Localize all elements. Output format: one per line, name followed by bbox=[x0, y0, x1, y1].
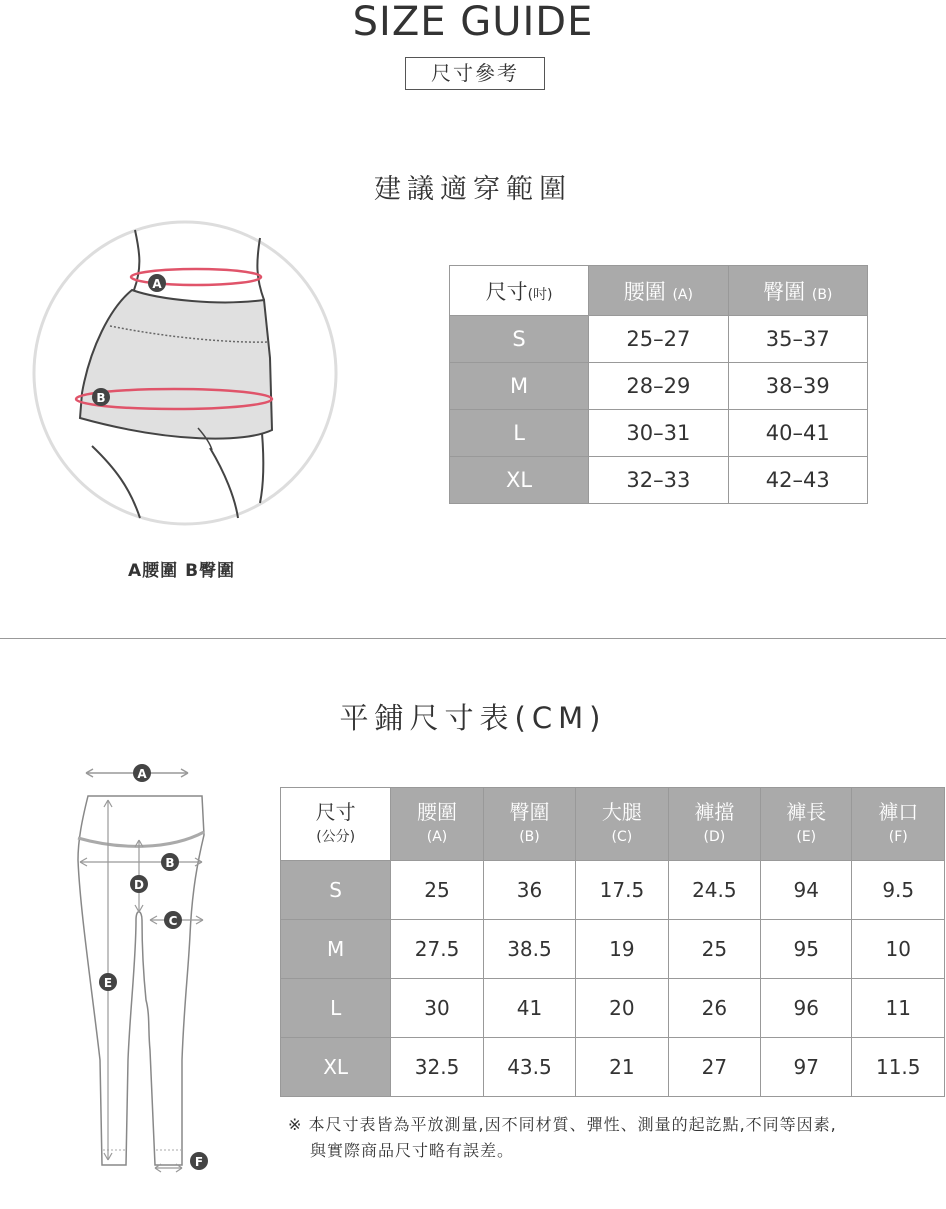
value-cell: 38.5 bbox=[483, 920, 575, 979]
size-cell: M bbox=[281, 920, 391, 979]
size-cell: L bbox=[450, 410, 589, 457]
footnote-line-1: ※ 本尺寸表皆為平放測量,因不同材質、彈性、測量的起訖點,不同等因素, bbox=[288, 1115, 837, 1134]
table-row bbox=[450, 363, 868, 410]
body-illustration bbox=[30, 218, 340, 528]
value-cell: 41 bbox=[483, 979, 575, 1038]
value-cell: 42–43 bbox=[728, 457, 867, 504]
value-cell: 32.5 bbox=[391, 1038, 483, 1097]
value-cell: 20 bbox=[576, 979, 668, 1038]
flat-header-rise: 褲擋 (D) bbox=[668, 788, 760, 861]
table-row bbox=[281, 1038, 945, 1097]
leg-label-a: A bbox=[137, 767, 147, 781]
flat-header-waist: 腰圍 (A) bbox=[391, 788, 483, 861]
value-cell: 27 bbox=[668, 1038, 760, 1097]
marker-a-label: A bbox=[152, 277, 162, 291]
leg-label-f: F bbox=[194, 1155, 204, 1169]
marker-b-label: B bbox=[96, 391, 106, 405]
flat-table bbox=[280, 787, 945, 1097]
value-cell: 9.5 bbox=[852, 861, 945, 920]
value-cell: 43.5 bbox=[483, 1038, 575, 1097]
value-cell: 94 bbox=[761, 861, 852, 920]
flat-header-size: 尺寸 (公分) bbox=[281, 788, 391, 861]
value-cell: 19 bbox=[576, 920, 668, 979]
size-cell: XL bbox=[450, 457, 589, 504]
leg-label-d: D bbox=[134, 878, 144, 892]
leggings-illustration bbox=[70, 760, 220, 1180]
page-subtitle: 尺寸參考 bbox=[405, 57, 545, 90]
table-row bbox=[281, 920, 945, 979]
size-cell: S bbox=[281, 861, 391, 920]
page-title: SIZE GUIDE bbox=[352, 0, 594, 45]
flat-header-length: 褲長 (E) bbox=[761, 788, 852, 861]
value-cell: 95 bbox=[761, 920, 852, 979]
table-row bbox=[281, 861, 945, 920]
size-cell: M bbox=[450, 363, 589, 410]
table-row bbox=[450, 457, 868, 504]
value-cell: 96 bbox=[761, 979, 852, 1038]
size-cell: XL bbox=[281, 1038, 391, 1097]
value-cell: 17.5 bbox=[576, 861, 668, 920]
fit-table bbox=[449, 265, 868, 504]
value-cell: 11 bbox=[852, 979, 945, 1038]
leg-label-c: C bbox=[168, 914, 178, 928]
footnote-line-2: 與實際商品尺寸略有誤差。 bbox=[310, 1141, 515, 1160]
value-cell: 10 bbox=[852, 920, 945, 979]
value-cell: 25 bbox=[668, 920, 760, 979]
section-divider bbox=[0, 638, 946, 639]
value-cell: 28–29 bbox=[589, 363, 728, 410]
fit-caption: A腰圍 B臀圍 bbox=[128, 561, 236, 581]
flat-section-title: 平鋪尺寸表(CM) bbox=[339, 701, 607, 735]
flat-header-hem: 褲口 (F) bbox=[852, 788, 945, 861]
size-cell: L bbox=[281, 979, 391, 1038]
value-cell: 26 bbox=[668, 979, 760, 1038]
value-cell: 30 bbox=[391, 979, 483, 1038]
flat-header-hip: 臀圍 (B) bbox=[483, 788, 575, 861]
value-cell: 35–37 bbox=[728, 316, 867, 363]
flat-header-thigh: 大腿 (C) bbox=[576, 788, 668, 861]
value-cell: 36 bbox=[483, 861, 575, 920]
value-cell: 30–31 bbox=[589, 410, 728, 457]
leg-label-e: E bbox=[103, 976, 113, 990]
fit-header-waist: 腰圍 (A) bbox=[589, 266, 728, 316]
value-cell: 40–41 bbox=[728, 410, 867, 457]
table-row bbox=[450, 316, 868, 363]
leg-label-b: B bbox=[165, 856, 175, 870]
value-cell: 27.5 bbox=[391, 920, 483, 979]
table-row bbox=[450, 410, 868, 457]
value-cell: 21 bbox=[576, 1038, 668, 1097]
value-cell: 25 bbox=[391, 861, 483, 920]
value-cell: 11.5 bbox=[852, 1038, 945, 1097]
value-cell: 25–27 bbox=[589, 316, 728, 363]
fit-section-title: 建議適穿範圍 bbox=[374, 174, 572, 205]
value-cell: 32–33 bbox=[589, 457, 728, 504]
size-cell: S bbox=[450, 316, 589, 363]
fit-header-size: 尺寸(吋) bbox=[450, 266, 589, 316]
table-row bbox=[281, 979, 945, 1038]
value-cell: 24.5 bbox=[668, 861, 760, 920]
value-cell: 38–39 bbox=[728, 363, 867, 410]
value-cell: 97 bbox=[761, 1038, 852, 1097]
fit-header-hip: 臀圍 (B) bbox=[728, 266, 867, 316]
